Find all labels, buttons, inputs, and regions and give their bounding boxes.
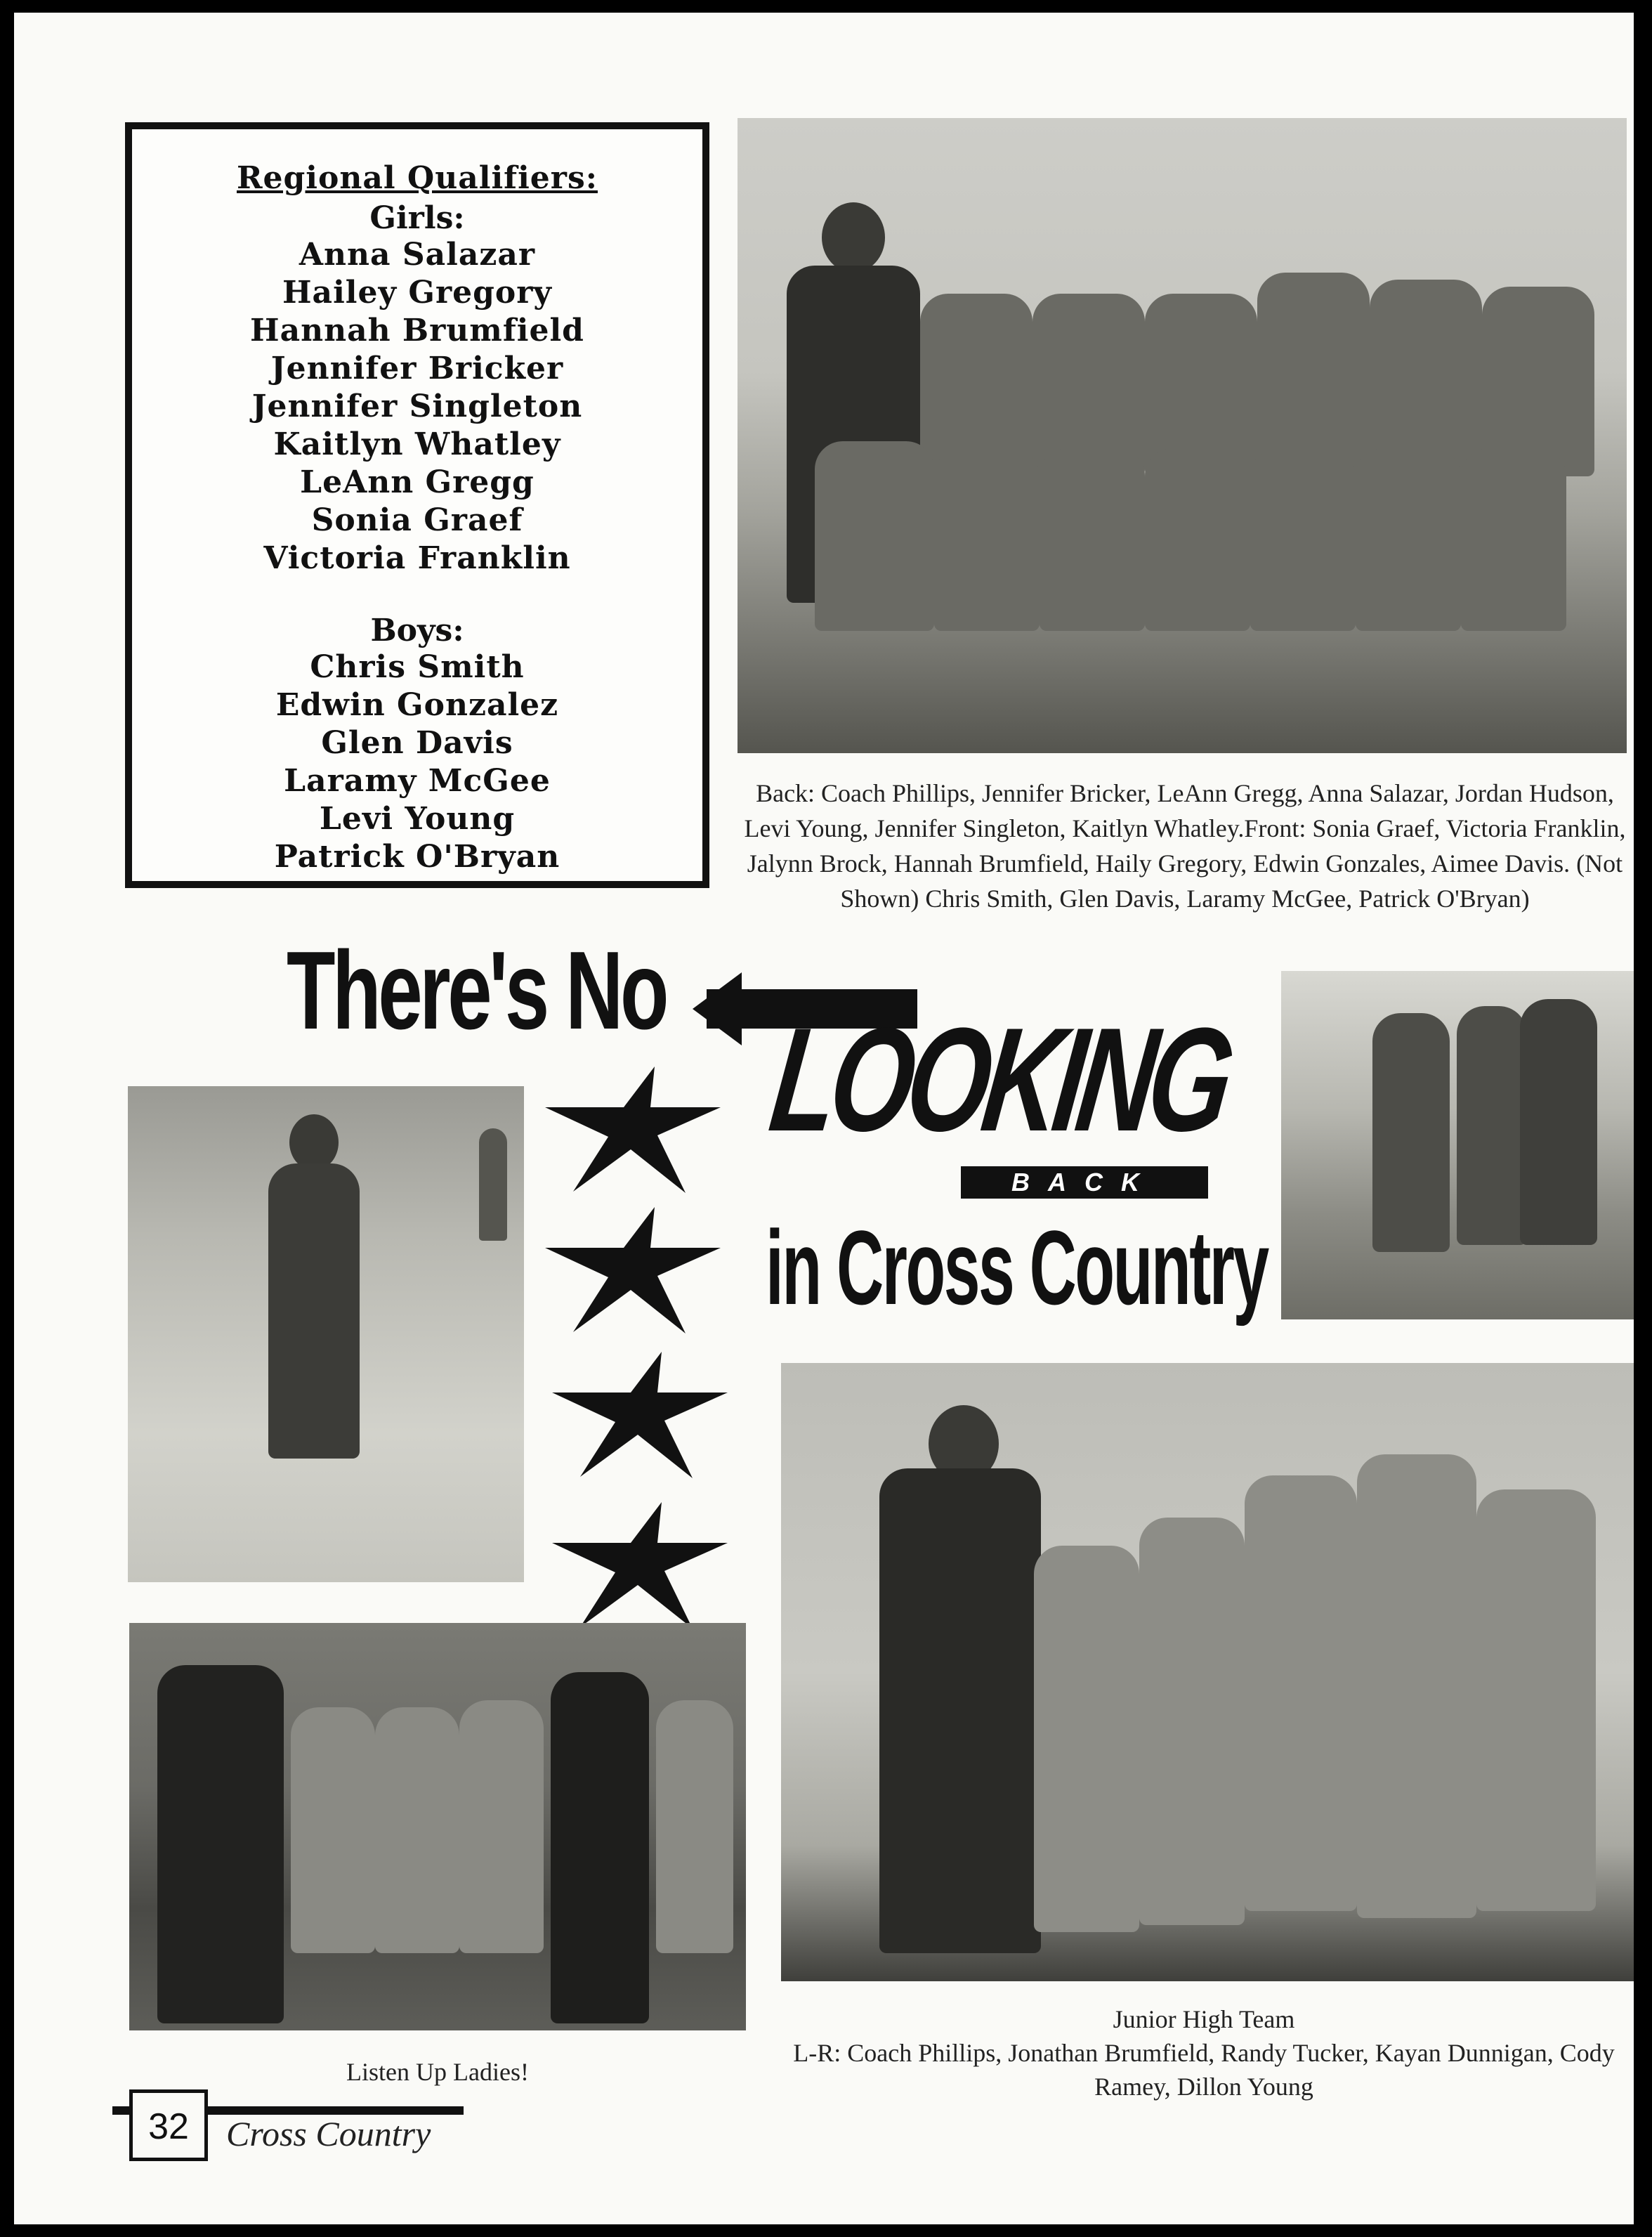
varsity-team-photo <box>738 118 1627 753</box>
runners-photo <box>1281 971 1634 1319</box>
headline-line-1: There's No <box>287 929 667 1052</box>
boy-name: Glen Davis <box>321 725 513 761</box>
star-icon <box>545 1207 721 1333</box>
girl-name: Hannah Brumfield <box>250 313 584 348</box>
yearbook-page <box>14 13 1634 2224</box>
girl-name: LeAnn Gregg <box>300 464 535 500</box>
star-icon <box>545 1067 721 1193</box>
boy-name: Patrick O'Bryan <box>274 839 560 875</box>
headline-looking: LOOKING <box>762 997 1237 1162</box>
boy-name: Laramy McGee <box>284 763 551 799</box>
junior-caption-title: Junior High Team <box>1113 2005 1295 2033</box>
regional-qualifiers-box <box>125 122 709 888</box>
star-icon <box>552 1502 728 1629</box>
junior-high-team-photo <box>781 1363 1634 1981</box>
ladies-photo-caption: Listen Up Ladies! <box>346 2058 529 2086</box>
headline-line-2: in Cross Country <box>766 1208 1268 1326</box>
girls-heading: Girls: <box>369 200 465 236</box>
team-photo-caption: Back: Coach Phillips, Jennifer Bricker, LeAnn Gregg, Anna Salazar, Jordan Hudson, Levi Young, Jennifer Singleton, Kaitlyn Whatley.Front: Sonia Graef, Victoria Franklin, Jalynn Brock, Hannah Brumfield, Haily Gregory, Edwin Gonzales, Aimee Davis. (Not Shown) Chris Smith, Glen Davis, Laramy McGee, Patrick O'Bryan) <box>744 779 1626 913</box>
boy-name: Edwin Gonzalez <box>275 687 559 723</box>
girl-name: Hailey Gregory <box>282 275 552 311</box>
page-number: 32 <box>129 2089 208 2161</box>
girl-name: Kaitlyn Whatley <box>273 426 561 462</box>
boys-heading: Boys: <box>370 613 464 648</box>
girls-list <box>132 236 702 578</box>
girl-name: Victoria Franklin <box>263 540 571 576</box>
boy-name: Chris Smith <box>310 649 525 685</box>
runner-photo <box>128 1086 524 1582</box>
headline-back: BACK <box>961 1166 1208 1199</box>
girl-name: Jennifer Bricker <box>270 351 564 386</box>
section-name: Cross Country <box>226 2114 431 2153</box>
junior-caption-names: L-R: Coach Phillips, Jonathan Brumfield, Randy Tucker, Kayan Dunnigan, Cody Ramey, Dillon Young <box>793 2039 1615 2101</box>
boy-name: Levi Young <box>319 801 516 837</box>
girl-name: Sonia Graef <box>311 502 523 538</box>
star-icon <box>552 1352 728 1478</box>
girl-name: Jennifer Singleton <box>251 389 583 424</box>
boys-list <box>132 648 702 876</box>
girl-name: Anna Salazar <box>299 237 536 273</box>
junior-high-caption <box>770 2002 1634 2104</box>
qualifiers-title: Regional Qualifiers: <box>236 160 598 196</box>
listen-up-ladies-photo <box>129 1623 746 2030</box>
